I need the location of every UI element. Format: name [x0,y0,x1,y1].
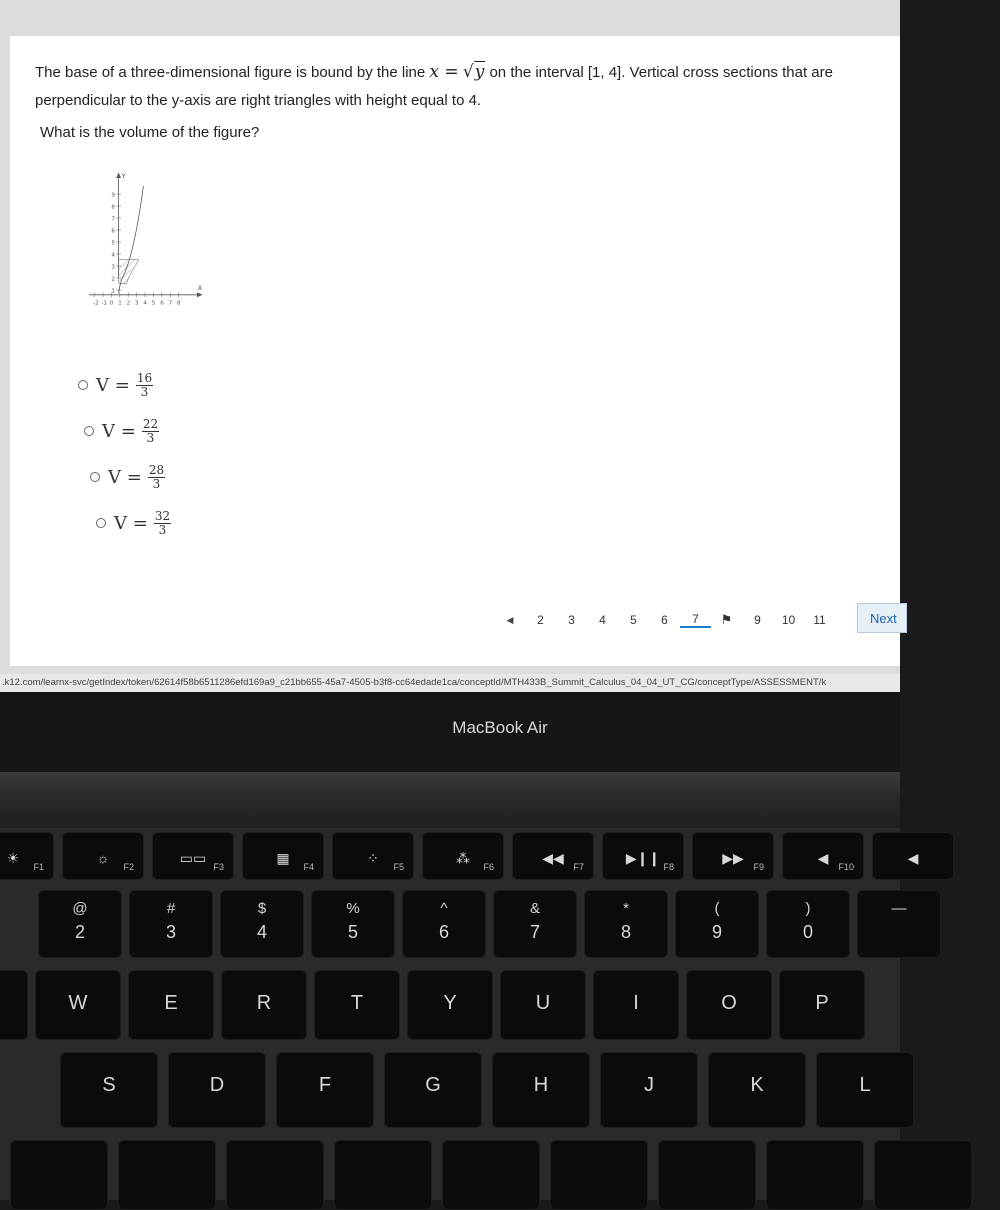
letter-key-u[interactable] [500,970,586,1040]
radio-button[interactable] [84,426,94,436]
radio-button[interactable] [78,380,88,390]
y-axis-label: Y [121,172,126,180]
page-link-3[interactable]: 3 [568,613,575,627]
key-fn-label: F4 [303,862,314,872]
fraction-numerator: 16 [136,370,153,385]
function-key[interactable] [872,832,954,880]
answer-option-2[interactable] [84,408,171,454]
y-tick-label: 1 [111,288,115,295]
key-shift-symbol: ^ [440,900,448,917]
question-text-before: The base of a three-dimensional figure is bound by the line [35,64,430,81]
key-digit: 3 [165,922,176,942]
key-symbol: ⁂ [456,850,470,866]
key-letter: P [815,992,829,1014]
key-letter: O [721,992,737,1014]
answer-option-4[interactable] [96,500,171,546]
page-link-5[interactable]: 5 [630,613,637,627]
x-tick-label: 4 [143,300,147,307]
key-digit: 5 [347,922,358,942]
page-link-9[interactable]: 9 [754,613,761,627]
bottom-row-key[interactable] [334,1140,432,1210]
letter-key-w[interactable] [35,970,121,1040]
question-text [35,58,885,115]
y-tick-label: 5 [111,240,115,247]
bottom-row-key[interactable] [10,1140,108,1210]
x-axis-arrow [197,292,203,297]
key-symbol: ◀ [817,850,829,866]
key-shift-symbol: * [623,900,629,917]
number-key[interactable] [584,890,668,958]
option-lhs: V = [108,466,142,488]
x-tick-label: 8 [177,300,181,307]
number-key[interactable] [129,890,213,958]
fraction-denominator: 3 [146,430,155,445]
y-tick-label: 3 [111,264,115,271]
y-axis-arrow [116,172,121,178]
equation-sqrt: √y [462,62,485,82]
function-key[interactable] [242,832,324,880]
y-tick-label: 7 [111,216,115,223]
y-tick-label: 8 [111,204,115,211]
key-letter: R [256,992,272,1014]
number-key[interactable] [402,890,486,958]
region-graph [64,170,234,310]
question-text-after: on the interval [1, 4]. Vertical cross sections that are [485,64,833,81]
key-shift-symbol: ) [805,900,811,917]
equation-radicand: y [474,62,485,82]
laptop-brand-label: MacBook Air [452,718,548,737]
key-digit: 2 [74,922,85,942]
key-letter: F [318,1074,332,1096]
equation-lhs: x = [429,62,459,82]
page-link-11[interactable]: 11 [813,613,826,627]
letter-key-k[interactable] [708,1052,806,1128]
function-key[interactable] [332,832,414,880]
letter-key-q[interactable] [0,970,28,1040]
page-link-7-current[interactable]: 7 [680,612,711,628]
y-tick-label: 2 [111,276,115,283]
x-tick-label: -2 [93,300,99,307]
x-tick-label: 5 [151,300,156,307]
key-letter: K [750,1074,764,1096]
previous-page-button[interactable]: ◀ [506,614,514,625]
key-symbol: ▶▶ [722,850,744,866]
letter-key-o[interactable] [686,970,772,1040]
key-shift-symbol: ( [714,900,720,917]
letter-key-r[interactable] [221,970,307,1040]
key-symbol: ◀◀ [542,850,564,866]
key-letter: I [633,992,639,1014]
y-tick-label: 4 [111,252,115,259]
question-line-2: perpendicular to the y-axis are right triangles with height equal to 4. [35,92,482,109]
bottom-row-key[interactable] [874,1140,972,1210]
letter-key-i[interactable] [593,970,679,1040]
page-link-10[interactable]: 10 [781,613,796,627]
option-lhs: V = [96,374,130,396]
key-letter: L [859,1074,871,1096]
flag-icon[interactable]: ⚑ [720,612,733,627]
key-digit: 7 [529,922,540,942]
question-pagination [495,606,835,634]
option-fraction [142,418,159,445]
letter-key-h[interactable] [492,1052,590,1128]
keyboard [0,828,919,1200]
key-symbol: ☼ [96,850,110,866]
x-tick-label: 0 [109,300,114,307]
bottom-row-key[interactable] [550,1140,648,1210]
page-link-2[interactable]: 2 [537,613,544,627]
bottom-row-key[interactable] [226,1140,324,1210]
key-digit: 8 [620,922,631,942]
fraction-numerator: 32 [154,508,171,523]
key-digit: 4 [256,922,267,942]
x-tick-label: 7 [168,300,173,307]
fraction-denominator: 3 [152,476,161,491]
number-key[interactable] [857,890,941,958]
laptop-hinge [0,772,900,828]
fraction-numerator: 22 [142,416,159,431]
x-tick-label: -1 [101,300,107,307]
radio-button[interactable] [90,472,100,482]
bottom-row-key[interactable] [658,1140,756,1210]
function-key[interactable] [782,832,864,880]
key-digit: 6 [438,922,449,942]
key-fn-label: F5 [393,862,404,872]
function-key[interactable] [62,832,144,880]
key-digit: 9 [711,922,722,942]
key-shift-symbol: & [529,900,540,917]
x-tick-label: 1 [118,300,122,307]
key-shift-symbol: — [891,900,907,917]
key-letter: D [209,1074,225,1096]
key-shift-symbol: $ [257,900,267,917]
number-key[interactable] [675,890,759,958]
letter-key-j[interactable] [600,1052,698,1128]
fraction-numerator: 28 [148,462,165,477]
letter-key-d[interactable] [168,1052,266,1128]
x-tick-label: 2 [126,300,131,307]
status-bar-url: .k12.com/learnx-svc/getIndex/token/62614f58b6511286efd169a9_c21bb655-45a7-4505-b3f8-cc64edade1ca/conceptId/MTH433B_Summit_Calculus_04_04_UT_CG/conceptType/ASSESSMENT/k [0,674,900,692]
bottom-row-key[interactable] [766,1140,864,1210]
key-fn-label: F6 [483,862,494,872]
curve-sqrt-y [119,186,144,293]
number-key[interactable] [766,890,850,958]
key-letter: H [533,1074,549,1096]
key-letter [0,992,28,1015]
key-symbol: ▭▭ [179,850,207,866]
number-key[interactable] [38,890,122,958]
function-key[interactable] [422,832,504,880]
key-letter: Y [443,992,457,1014]
letter-key-e[interactable] [128,970,214,1040]
y-tick-label: 6 [111,228,115,235]
letter-key-y[interactable] [407,970,493,1040]
radio-button[interactable] [96,518,106,528]
key-fn-label: F1 [33,862,44,872]
key-fn-label: F7 [573,862,584,872]
letter-key-p[interactable] [779,970,865,1040]
option-lhs: V = [114,512,148,534]
key-symbol: ⁘ [367,850,379,866]
key-letter: T [350,992,364,1014]
letter-key-s[interactable] [60,1052,158,1128]
option-fraction [148,464,165,491]
key-fn-label: F8 [663,862,674,872]
answer-option-1[interactable] [78,362,171,408]
function-key[interactable] [0,832,54,880]
hatch-lines [119,260,135,284]
function-key[interactable] [602,832,684,880]
fraction-denominator: 3 [158,522,167,537]
key-shift-symbol: % [346,900,360,917]
key-symbol: ▶❙❙ [625,850,661,866]
bottom-row-key[interactable] [442,1140,540,1210]
key-letter: S [102,1074,116,1096]
y-ticks [111,192,121,294]
answer-options [78,362,171,546]
letter-key-t[interactable] [314,970,400,1040]
key-fn-label: F2 [123,862,134,872]
question-prompt: What is the volume of the figure? [40,124,260,141]
key-symbol: ◀ [907,850,919,866]
function-key[interactable] [152,832,234,880]
letter-key-f[interactable] [276,1052,374,1128]
bottom-row-key[interactable] [118,1140,216,1210]
option-lhs: V = [102,420,136,442]
number-key[interactable] [311,890,395,958]
key-shift-symbol: # [166,900,176,917]
letter-key-l[interactable] [816,1052,914,1128]
key-letter: E [164,992,178,1014]
key-letter: W [68,992,88,1014]
number-key[interactable] [220,890,304,958]
key-fn-label: F10 [838,862,854,872]
key-shift-symbol: @ [72,900,88,917]
key-digit: 0 [802,922,813,942]
x-axis-label: X [197,284,203,292]
option-fraction [154,510,171,537]
page-link-4[interactable]: 4 [599,613,606,627]
key-symbol: ▦ [276,850,290,866]
key-letter: J [644,1074,654,1096]
fraction-denominator: 3 [140,384,149,399]
key-symbol: ☀ [6,850,20,866]
number-key[interactable] [493,890,577,958]
key-letter: U [535,992,551,1014]
function-key[interactable] [692,832,774,880]
key-letter: G [425,1074,441,1096]
answer-option-3[interactable] [90,454,171,500]
next-button[interactable]: Next [857,603,907,633]
x-tick-label: 3 [135,300,139,307]
letter-key-g[interactable] [384,1052,482,1128]
x-tick-label: 6 [160,300,164,307]
key-fn-label: F9 [753,862,764,872]
key-fn-label: F3 [213,862,224,872]
page-link-6[interactable]: 6 [661,613,668,627]
function-key[interactable] [512,832,594,880]
option-fraction [136,372,153,399]
y-tick-label: 9 [111,192,115,199]
